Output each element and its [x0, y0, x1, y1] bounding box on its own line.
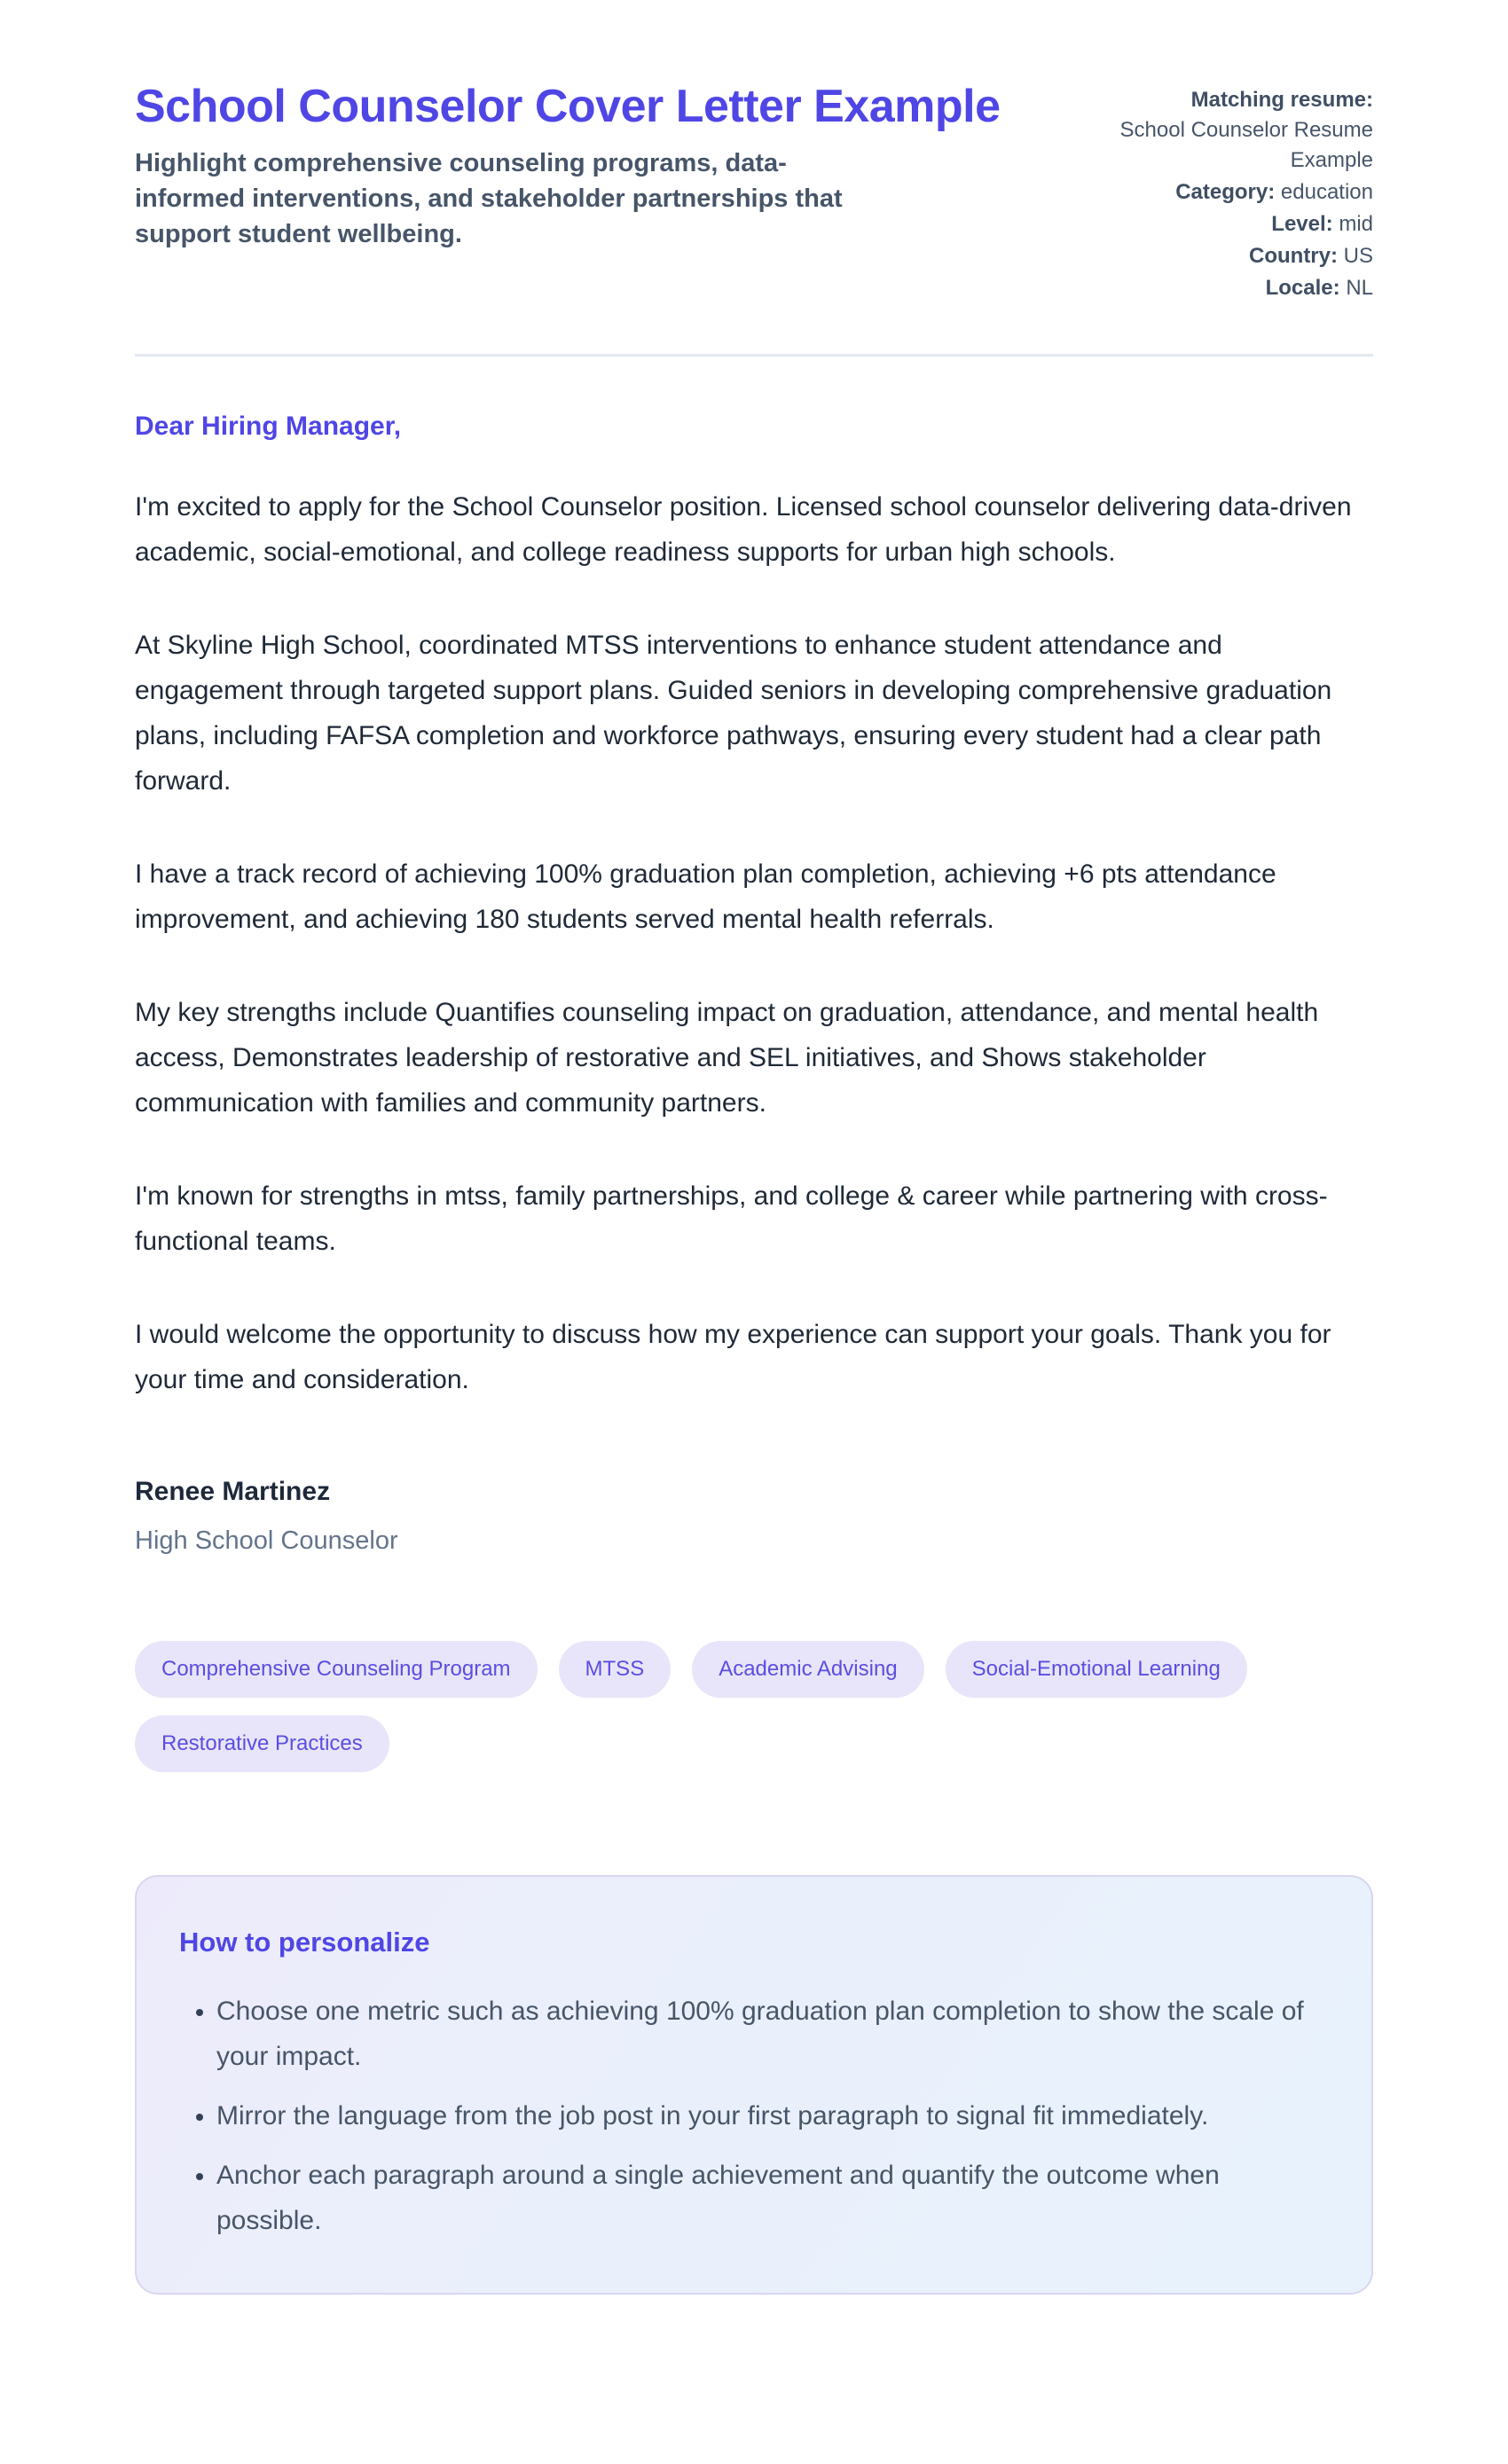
- meta-category: [1089, 177, 1373, 208]
- meta-locale-value: NL: [1346, 276, 1373, 301]
- letter-paragraph: I have a track record of achieving 100% graduation plan completion, achieving +6 pts attendance improvement, and achieving 180 students served mental health referrals.: [135, 859, 1276, 934]
- tag-chip[interactable]: Restorative Practices: [135, 1715, 389, 1772]
- meta-country-value: US: [1343, 244, 1373, 269]
- meta-locale: [1089, 273, 1373, 303]
- signature-name: Renee Martinez: [135, 1476, 331, 1506]
- meta-category-value: education: [1280, 180, 1373, 205]
- personalize-tip: • Choose one metric such as achieving 100% graduation plan completion to show the scale of your impact.: [216, 1989, 1308, 2079]
- meta-locale-label: Locale:: [1265, 276, 1340, 301]
- letter-paragraph: At Skyline High School, coordinated MTSS interventions to enhance student attendance and engagement through targeted support plans. Guided seniors in developing comprehensive graduation plans, including FAFSA completion and workforce pathways, ensuring every student had a clear path forward.: [135, 630, 1332, 796]
- meta-matching-resume-label: Matching resume:: [1190, 88, 1373, 112]
- meta-country: [1089, 241, 1373, 271]
- letter-paragraph: My key strengths include Quantifies counseling impact on graduation, attendance, and mental health access, Demonstrates leadership of restorative and SEL initiatives, and Shows stakeholder communication with families and community partners.: [135, 997, 1319, 1118]
- meta-level: [1089, 209, 1373, 239]
- meta-country-label: Country:: [1249, 244, 1338, 269]
- tag-chip[interactable]: Comprehensive Counseling Program: [135, 1641, 538, 1698]
- tag-chip-list: [135, 1641, 1373, 1772]
- personalize-tip: • Mirror the language from the job post in your first paragraph to signal fit immediately.: [216, 2093, 1308, 2138]
- tag-chip[interactable]: MTSS: [559, 1641, 672, 1698]
- matching-resume-link[interactable]: School Counselor Resume Example: [1119, 118, 1373, 173]
- how-to-personalize-box: [135, 1875, 1373, 2295]
- page-subtitle: Highlight comprehensive counseling programs, data-informed interventions, and stakeholder partnerships that support student wellbeing.: [135, 149, 843, 249]
- letter-greeting: Dear Hiring Manager,: [135, 411, 402, 441]
- meta-matching-resume: [1089, 85, 1373, 176]
- meta-level-label: Level:: [1271, 212, 1333, 237]
- resume-meta-panel: [1089, 80, 1373, 306]
- personalize-tip: • Anchor each paragraph around a single achievement and quantify the outcome when possible.: [216, 2153, 1308, 2243]
- cover-letter-body: [135, 412, 1373, 1556]
- letter-signature: [135, 1477, 1373, 1556]
- personalize-title: How to personalize: [179, 1926, 430, 1958]
- letter-paragraph: I'm excited to apply for the School Counselor position. Licensed school counselor delivering data-driven academic, social-emotional, and college readiness supports for urban high schools.: [135, 491, 1352, 567]
- meta-category-label: Category:: [1175, 180, 1276, 205]
- tag-chip[interactable]: Academic Advising: [692, 1641, 923, 1698]
- meta-level-value: mid: [1339, 212, 1373, 237]
- header-title-block: [135, 80, 1001, 252]
- letter-paragraph: I'm known for strengths in mtss, family partnerships, and college & career while partnering with cross-functional teams.: [135, 1181, 1328, 1256]
- page-title: School Counselor Cover Letter Example: [135, 81, 1001, 132]
- personalize-tip-list: [179, 1989, 1322, 2243]
- signature-role: High School Counselor: [135, 1526, 398, 1555]
- letter-paragraph: I would welcome the opportunity to discuss how my experience can support your goals. Thank you for your time and consideration.: [135, 1319, 1331, 1394]
- page-header: [135, 80, 1373, 306]
- header-divider: [135, 354, 1373, 357]
- tag-chip[interactable]: Social-Emotional Learning: [946, 1641, 1247, 1698]
